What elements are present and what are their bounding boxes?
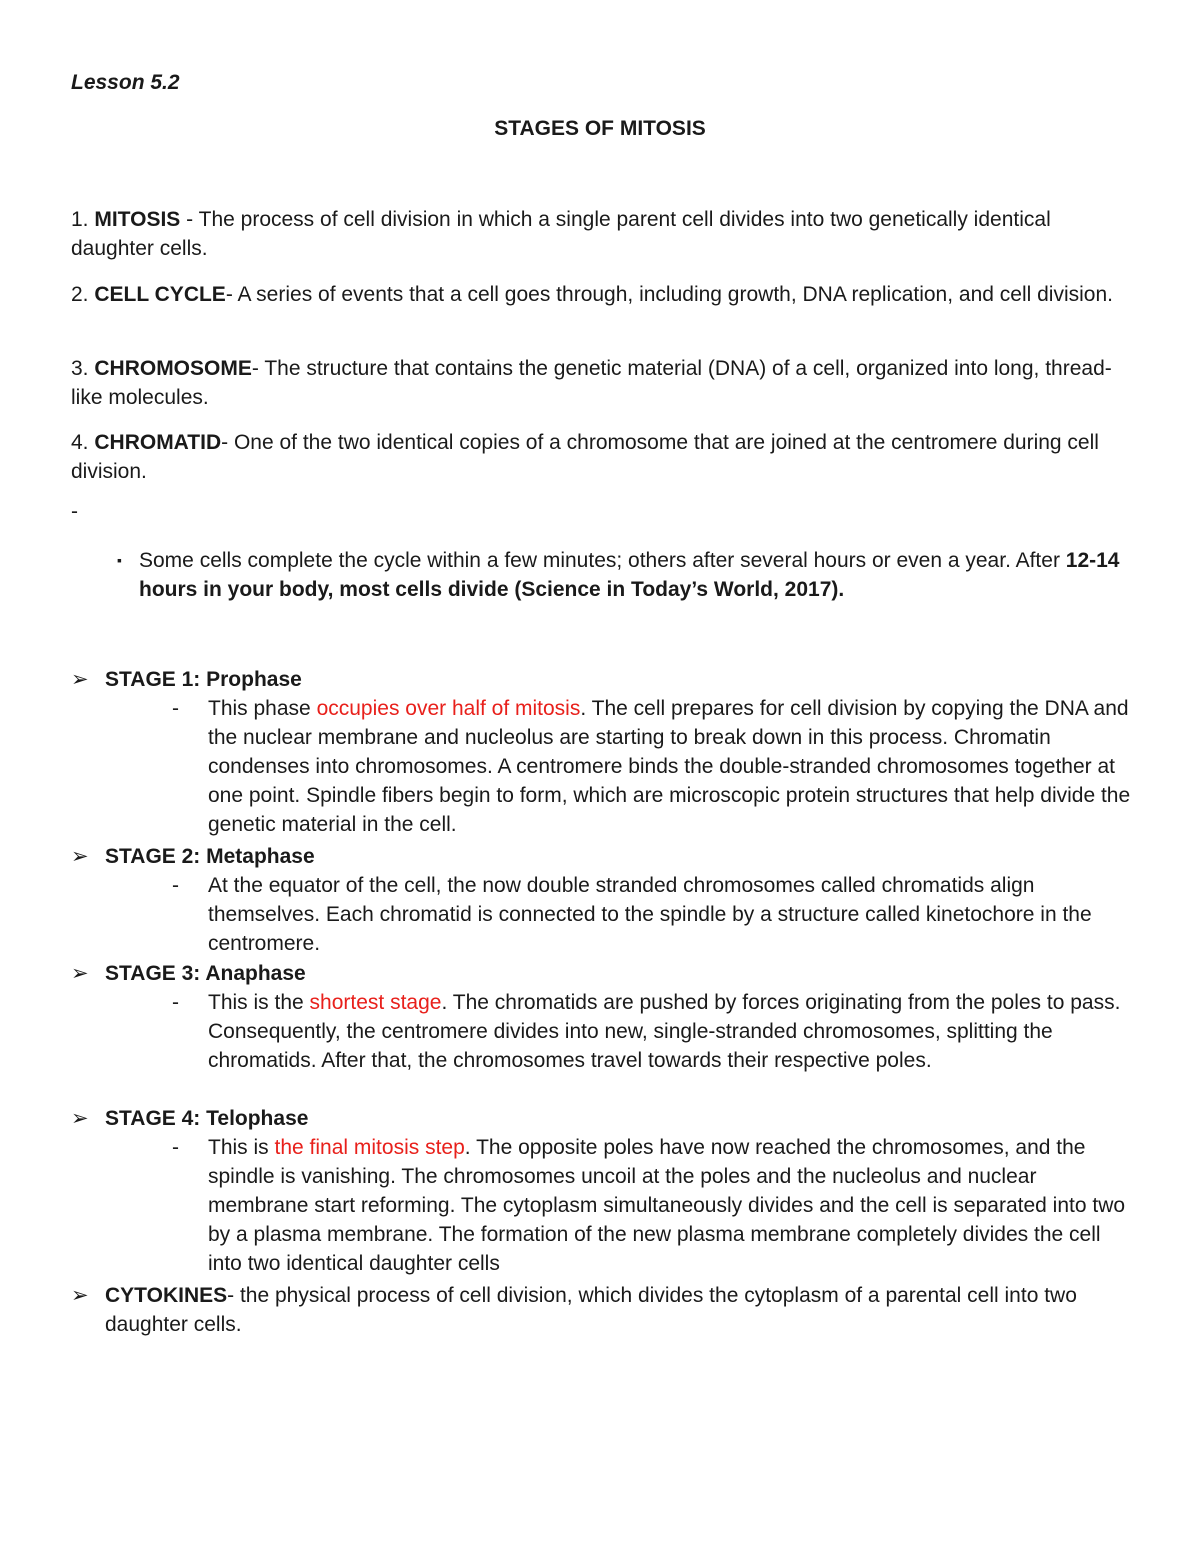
term: CELL CYCLE [94, 283, 226, 306]
stage-metaphase [71, 842, 1141, 958]
term: CHROMATID [94, 431, 222, 454]
lesson-label: Lesson 5.2 [71, 71, 180, 94]
definition-cell-cycle: 2. CELL CYCLE- A series of events that a cell goes through, including growth, DNA replication, and cell division. [71, 283, 1113, 306]
stage-title: STAGE 1: Prophase [105, 668, 302, 691]
stage-title: STAGE 4: Telophase [105, 1107, 309, 1130]
highlight-text: shortest stage [309, 991, 442, 1014]
term: CHROMOSOME [94, 357, 252, 380]
arrow-bullet-icon: ➢ [71, 962, 89, 985]
stage-description: - At the equator of the cell, the now double stranded chromosomes called chromatids align themselves. Each chromatid is connected to the spindle by a structure called kinetochore in the centromere. [172, 874, 1092, 955]
stage-anaphase [71, 959, 1141, 1075]
definition-chromosome: 3. CHROMOSOME- The structure that contains the genetic material (DNA) of a cell, organized into long, thread-like molecules. [71, 357, 1112, 409]
square-bullet-icon: ▪ [117, 552, 122, 568]
cytokines-item: ➢ CYTOKINES- the physical process of cell division, which divides the cytoplasm of a parental cell into two daughter cells. [71, 1281, 1141, 1339]
document-title: STAGES OF MITOSIS [494, 117, 706, 140]
arrow-bullet-icon: ➢ [71, 1107, 89, 1130]
stage-description: - This is the final mitosis step. The opposite poles have now reached the chromosomes, and the spindle is vanishing. The chromosomes uncoil at the poles and the nucleolus and nuclear membrane start reforming. The cytoplasm simultaneously divides and the cell is separated into two by a plasma membrane. The formation of the new plasma membrane completely divides the cell into two identical daughter cells [172, 1136, 1126, 1275]
stage-description: - This phase occupies over half of mitosis. The cell prepares for cell division by copying the DNA and the nuclear membrane and nucleolus are starting to break down in this process. Chromatin condenses into chromosomes. A centromere binds the double-stranded chromosomes together at one point. Spindle fibers begin to form, which are microscopic protein structures that help divide the genetic material in the cell. [172, 697, 1131, 836]
definition-mitosis: 1. MITOSIS - The process of cell division in which a single parent cell divides into two genetically identical daughter cells. [71, 208, 1051, 260]
stage-telophase [71, 1104, 1141, 1278]
arrow-bullet-icon: ➢ [71, 668, 89, 691]
term: MITOSIS [94, 208, 181, 231]
stage-description: - This is the shortest stage. The chromatids are pushed by forces originating from the poles to pass. Consequently, the centromere divides into new, single-stranded chromosomes, splitting the chromatids. After that, the chromosomes travel towards their respective poles. [172, 991, 1121, 1072]
arrow-bullet-icon: ➢ [71, 1284, 89, 1307]
definition-chromatid: 4. CHROMATID- One of the two identical copies of a chromosome that are joined at the centromere during cell division. [71, 431, 1099, 483]
highlight-text: occupies over half of mitosis [316, 697, 581, 720]
highlight-text: the final mitosis step [274, 1136, 465, 1159]
dash-line: - [71, 500, 78, 523]
stage-prophase [71, 665, 1141, 839]
stage-title: STAGE 2: Metaphase [105, 845, 315, 868]
cell-cycle-note: ▪ Some cells complete the cycle within a few minutes; others after several hours or even a year. After 12-14 hours in your body, most cells divide (Science in Today’s World, 2017). [139, 546, 1139, 604]
arrow-bullet-icon: ➢ [71, 845, 89, 868]
stage-title: STAGE 3: Anaphase [105, 962, 306, 985]
cytokines-term: CYTOKINES [105, 1284, 228, 1307]
